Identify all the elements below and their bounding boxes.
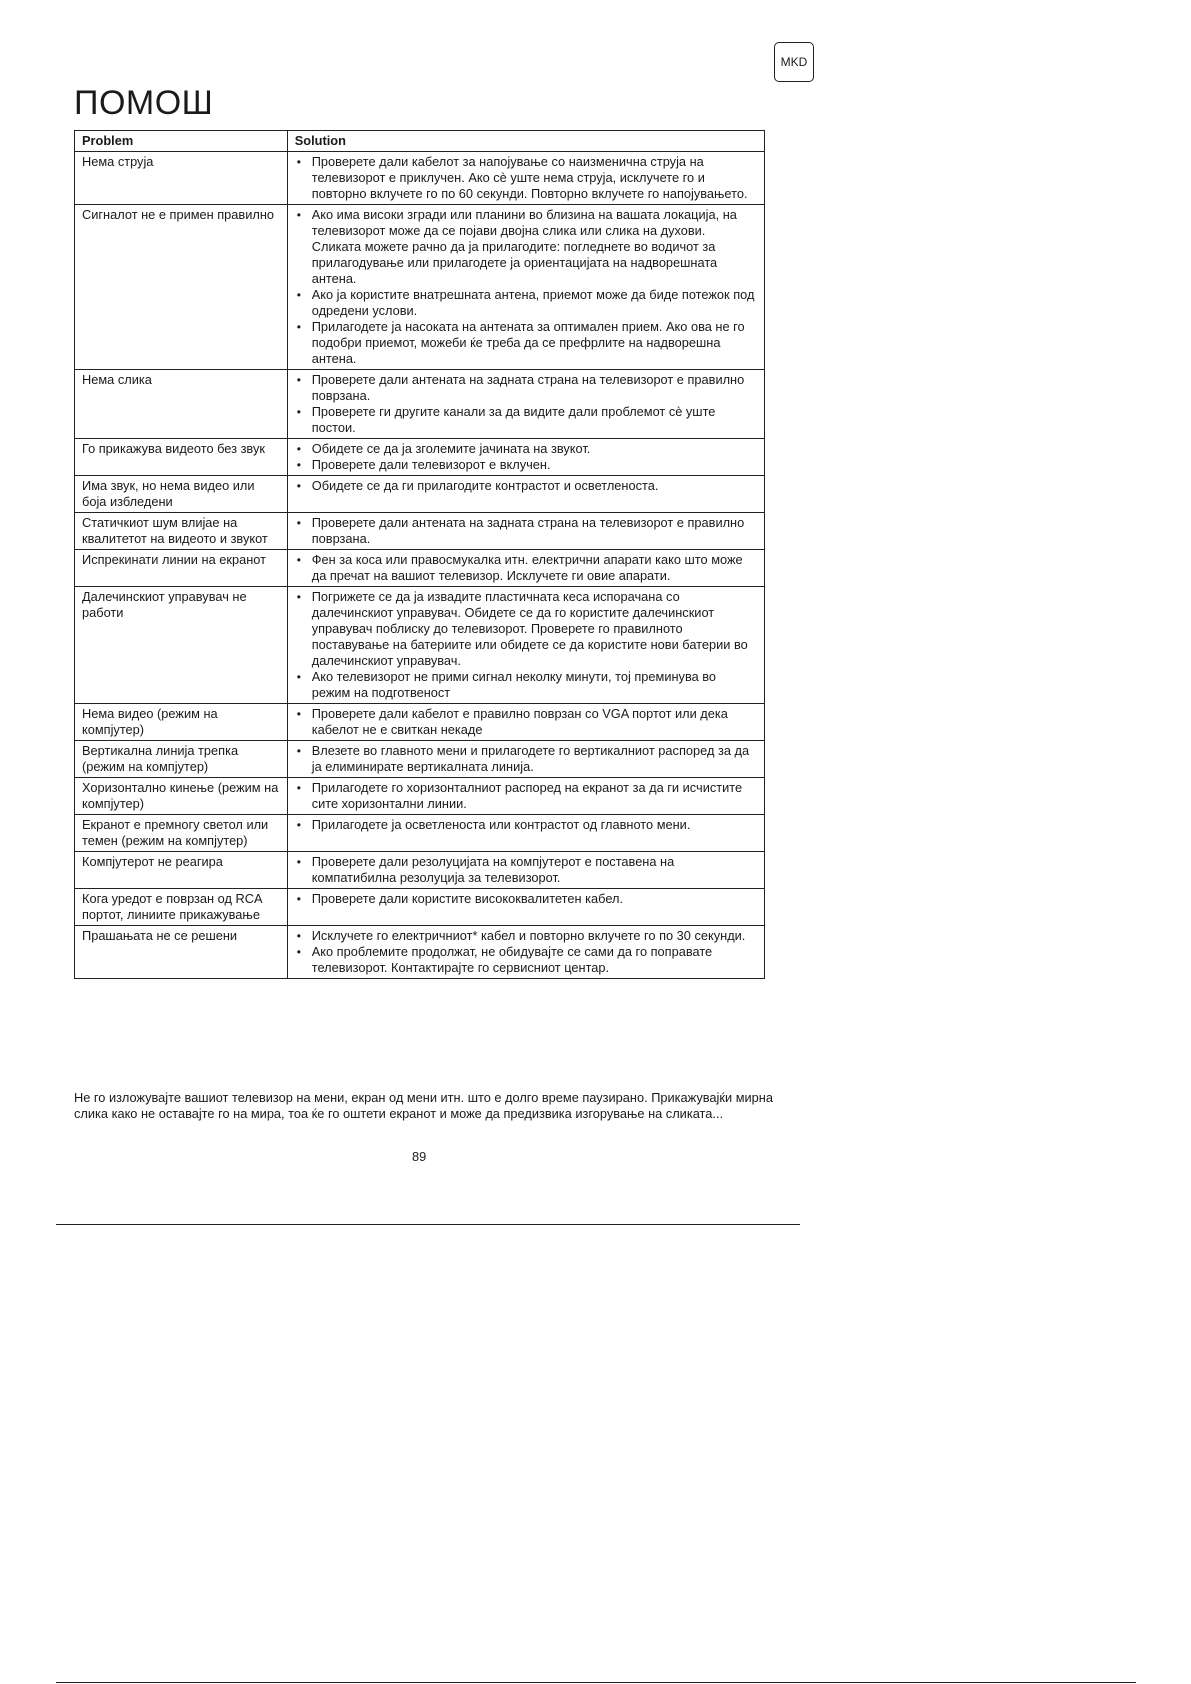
bullet-icon: •: [296, 590, 301, 604]
solution-item: [295, 207, 758, 287]
problem-cell: Испрекинати линии на екранот: [75, 550, 288, 587]
solution-text: Влезете во главното мени и прилагодете го вертикалниот распоред за да ја елиминирате вертикалната линија.: [311, 743, 750, 774]
bullet-icon: •: [296, 929, 301, 943]
solution-item: [295, 372, 758, 404]
solution-list: [295, 515, 758, 547]
table-row: [75, 587, 765, 704]
footer-note: Не го изложувајте вашиот телевизор на мени, екран од мени итн. што е долго време паузирано. Прикажувајќи мирна слика како не оставајте го на мира, тоа ќе го оштети екранот и може да предизвика изгорување на сликата...: [74, 1090, 773, 1121]
table-row: [75, 513, 765, 550]
solution-text: Прилагодете ја насоката на антената за оптимален прием. Ако ова не го подобри приемот, можеби ќе треба да се префрлите на надворешна антена.: [311, 319, 745, 366]
page-title: ПОМОШ: [74, 84, 214, 122]
solution-item: [295, 287, 758, 319]
table-row: [75, 926, 765, 979]
bullet-icon: •: [296, 818, 301, 832]
table-header-row: [75, 131, 765, 152]
solution-cell: [287, 852, 764, 889]
bullet-icon: •: [296, 553, 301, 567]
table-row: [75, 778, 765, 815]
solution-list: [295, 207, 758, 367]
page-number: 89: [412, 1149, 427, 1164]
solution-item: [295, 854, 758, 886]
solution-item: [295, 817, 758, 833]
solution-cell: [287, 476, 764, 513]
solution-item: [295, 441, 758, 457]
solution-list: [295, 552, 758, 584]
problem-cell: Хоризонтално кинење (режим на компјутер): [75, 778, 288, 815]
solution-list: [295, 589, 758, 701]
table-row: [75, 205, 765, 370]
table-row: [75, 704, 765, 741]
solution-item: [295, 552, 758, 584]
solution-cell: [287, 513, 764, 550]
solution-text: Ако има високи згради или планини во близина на вашата локација, на телевизорот може да се појави двојна слика или слика на духови. Сликата можете рачно да ја прилагодите: погледнете во водичот за прилагодување или прилагодете ја ориентацијата на надворешната антена.: [311, 207, 737, 286]
solution-cell: [287, 550, 764, 587]
solution-cell: [287, 889, 764, 926]
solution-cell: [287, 704, 764, 741]
bullet-icon: •: [296, 288, 301, 302]
solution-text: Проверете дали антената на задната страна на телевизорот е правилно поврзана.: [311, 515, 745, 546]
bullet-icon: •: [296, 945, 301, 959]
solution-list: [295, 441, 758, 473]
solution-item: [295, 891, 758, 907]
bullet-icon: •: [296, 442, 301, 456]
solution-text: Ако проблемите продолжат, не обидувајте се сами да го поправате телевизорот. Контактирајте го сервисниот центар.: [311, 944, 713, 975]
solution-item: [295, 319, 758, 367]
problem-cell: Статичкиот шум влијае на квалитетот на видеото и звукот: [75, 513, 288, 550]
bottom-divider-line: [56, 1682, 1136, 1683]
table-row: [75, 852, 765, 889]
solution-item: [295, 404, 758, 436]
problem-cell: Нема струја: [75, 152, 288, 205]
solution-text: Прилагодете го хоризонталниот распоред на екранот за да ги исчистите сите хоризонтални линии.: [311, 780, 743, 811]
solution-list: [295, 706, 758, 738]
bullet-icon: •: [296, 744, 301, 758]
divider-line: [56, 1224, 800, 1225]
solution-list: [295, 928, 758, 976]
problem-cell: Далечинскиот управувач не работи: [75, 587, 288, 704]
solution-cell: [287, 741, 764, 778]
solution-cell: [287, 370, 764, 439]
table-row: [75, 741, 765, 778]
solution-text: Проверете дали антената на задната страна на телевизорот е правилно поврзана.: [311, 372, 745, 403]
solution-item: [295, 457, 758, 473]
solution-item: [295, 743, 758, 775]
solution-item: [295, 780, 758, 812]
solution-cell: [287, 152, 764, 205]
solution-item: [295, 944, 758, 976]
table-row: [75, 889, 765, 926]
problem-cell: Кога уредот е поврзан од RCA портот, линиите прикажување: [75, 889, 288, 926]
solution-text: Фен за коса или правосмукалка итн. електрични апарати како што може да пречат на вашиот телевизор. Исклучете ги овие апарати.: [311, 552, 743, 583]
bullet-icon: •: [296, 479, 301, 493]
solution-list: [295, 780, 758, 812]
column-header-solution: Solution: [287, 131, 764, 152]
solution-text: Проверете дали кабелот е правилно поврзан со VGA портот или дека кабелот не е свиткан некаде: [311, 706, 728, 737]
solution-cell: [287, 778, 764, 815]
problem-cell: Нема слика: [75, 370, 288, 439]
table-row: [75, 152, 765, 205]
table-body: [75, 152, 765, 979]
solution-text: Проверете ги другите канали за да видите дали проблемот сè уште постои.: [311, 404, 716, 435]
solution-item: [295, 706, 758, 738]
solution-text: Обидете се да ја зголемите јачината на звукот.: [311, 441, 591, 456]
solution-list: [295, 372, 758, 436]
solution-text: Обидете се да ги прилагодите контрастот и осветленоста.: [311, 478, 659, 493]
column-header-problem: Problem: [75, 131, 288, 152]
table-row: [75, 815, 765, 852]
bullet-icon: •: [296, 855, 301, 869]
solution-list: [295, 817, 758, 833]
solution-list: [295, 854, 758, 886]
bullet-icon: •: [296, 373, 301, 387]
table-row: [75, 476, 765, 513]
bullet-icon: •: [296, 405, 301, 419]
solution-text: Проверете дали телевизорот е вклучен.: [311, 457, 551, 472]
solution-text: Прилагодете ја осветленоста или контрастот од главното мени.: [311, 817, 691, 832]
solution-cell: [287, 439, 764, 476]
bullet-icon: •: [296, 208, 301, 222]
bullet-icon: •: [296, 155, 301, 169]
solution-item: [295, 478, 758, 494]
problem-cell: Нема видео (режим на компјутер): [75, 704, 288, 741]
solution-text: Проверете дали користите висококвалитетен кабел.: [311, 891, 624, 906]
problem-cell: Компјутерот не реагира: [75, 852, 288, 889]
solution-text: Исклучете го електричниот* кабел и повторно вклучете го по 30 секунди.: [311, 928, 746, 943]
solution-list: [295, 891, 758, 907]
solution-item: [295, 928, 758, 944]
solution-cell: [287, 926, 764, 979]
problem-cell: Го прикажува видеото без звук: [75, 439, 288, 476]
solution-text: Погрижете се да ја извадите пластичната кеса испорачана со далечинскиот управувач. Обидете се да го користите далечинскиот управувач поблиску до телевизорот. Проверете го правилното поставување на батериите или обидете се да користите нови батерии во далечинскиот управувач.: [311, 589, 748, 668]
problem-cell: Екранот е премногу светол или темен (режим на компјутер): [75, 815, 288, 852]
solution-text: Ако телевизорот не прими сигнал неколку минути, тој преминува во режим на подготвеност: [311, 669, 717, 700]
bullet-icon: •: [296, 458, 301, 472]
solution-list: [295, 743, 758, 775]
table-row: [75, 550, 765, 587]
bullet-icon: •: [296, 320, 301, 334]
solution-text: Проверете дали кабелот за напојување со наизменична струја на телевизорот е приклучен. Ако сè уште нема струја, исклучете го и повторно вклучете го по 60 секунди. Повторно вклучете го напојувањето.: [311, 154, 748, 201]
problem-cell: Сигналот не е примен правилно: [75, 205, 288, 370]
solution-item: [295, 669, 758, 701]
bullet-icon: •: [296, 670, 301, 684]
problem-cell: Вертикална линија трепка (режим на компјутер): [75, 741, 288, 778]
bullet-icon: •: [296, 516, 301, 530]
bullet-icon: •: [296, 707, 301, 721]
solution-cell: [287, 587, 764, 704]
solution-item: [295, 154, 758, 202]
solution-cell: [287, 205, 764, 370]
problem-cell: Прашањата не се решени: [75, 926, 288, 979]
solution-text: Ако ја користите внатрешната антена, приемот може да биде потежок под одредени услови.: [311, 287, 755, 318]
solution-item: [295, 515, 758, 547]
language-badge: MKD: [774, 42, 814, 82]
bullet-icon: •: [296, 781, 301, 795]
table-row: [75, 439, 765, 476]
solution-list: [295, 154, 758, 202]
solution-cell: [287, 815, 764, 852]
solution-text: Проверете дали резолуцијата на компјутерот е поставена на компатибилна резолуција за телевизорот.: [311, 854, 675, 885]
solution-list: [295, 478, 758, 494]
solution-item: [295, 589, 758, 669]
troubleshooting-table: [74, 130, 765, 979]
problem-cell: Има звук, но нема видео или боја избледени: [75, 476, 288, 513]
bullet-icon: •: [296, 892, 301, 906]
table-row: [75, 370, 765, 439]
